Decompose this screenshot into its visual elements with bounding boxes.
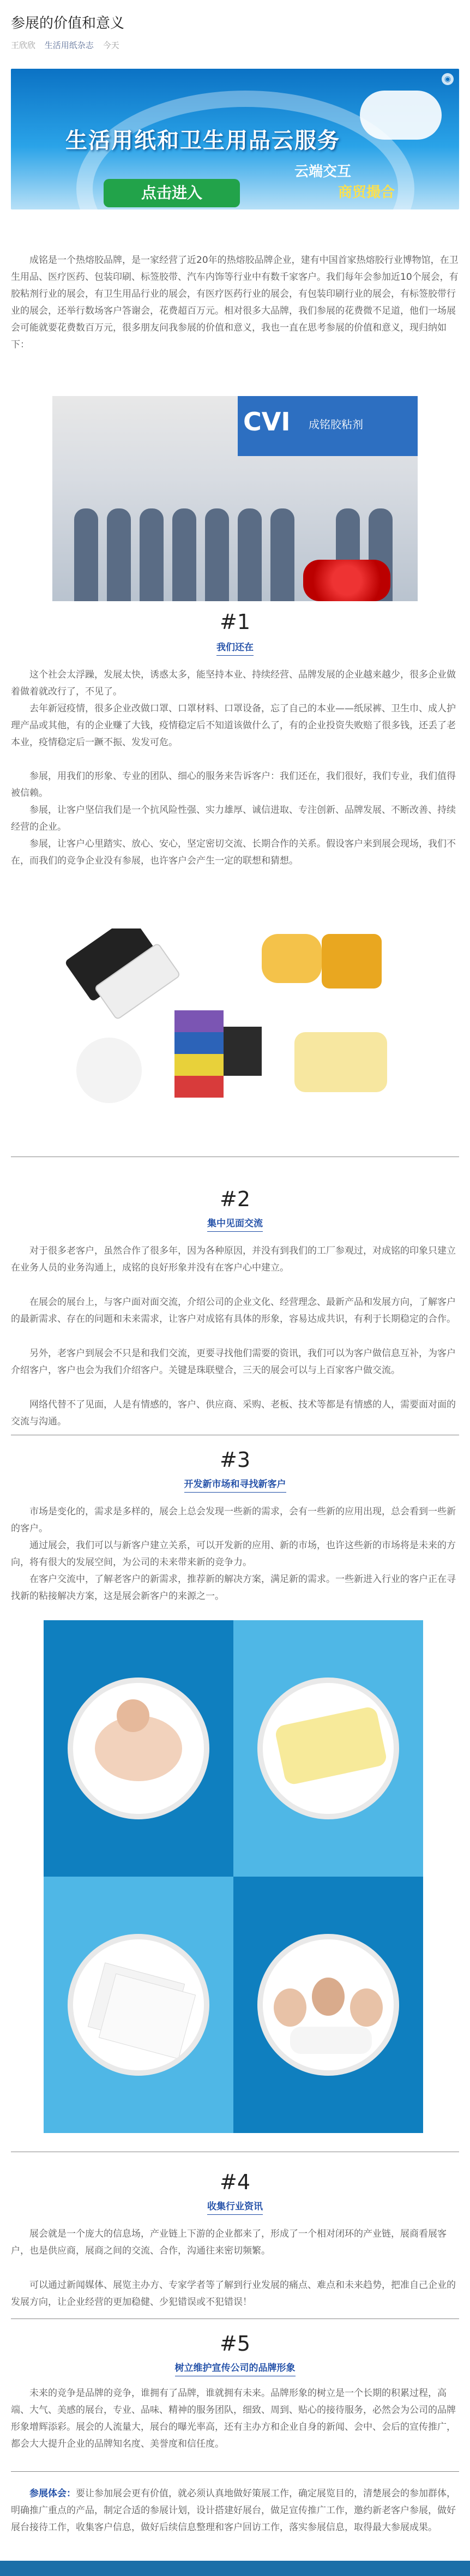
section-heading: 我们还在 [0,639,470,653]
section-number: #5 [219,2332,251,2356]
section2-paragraph: 另外，老客户到展会不只是和我们交流，更要寻找他们需要的资讯，我们可以为客户做信息互补，为客户介绍客户，客户也会为我们介绍客户。关键是珠联璧合，三天的展会可以与上百家客户做交流。 [11,1348,456,1376]
section2-paragraph: 在展会的展台上，与客户面对面交流，介绍公司的企业文化、经营理念、最新产品和发展方向，了解客户的最新需求、存在的问题和未来需求，让客户对成铭有具体的形象，容易达成共识，有利于长期稳定的合作。 [11,1297,456,1325]
amber-glue-jar [322,934,382,989]
camera-icon[interactable]: ◉ [442,73,454,85]
color-block-stack [224,1027,262,1076]
staff-figure [205,508,229,601]
glue-block-photo [257,1678,399,1819]
grid-tile-babies [233,1877,423,2133]
enter-button[interactable]: 点击进入 [104,179,240,207]
section3-paragraph: 通过展会，我们可以与新客户建立关系，可以开发新的应用、新的市场，也许这些新的市场将是未来的方向，将有很大的发展空间，为公司的未来带来新的竞争力。 [11,1540,456,1568]
grid-tile-glue [233,1620,423,1877]
author-name: 王欣欣 [11,40,36,50]
application-image-grid [44,1620,423,2133]
absorbent-pads-photo [68,1934,209,2076]
section1-paragraph: 参展，让客户心里踏实、放心、安心，坚定密切交流、长期合作的关系。假设客户来到展会现场，我们不在，而我们的竞争企业没有参展，也许客户会产生一定的联想和猜想。 [11,838,456,866]
publish-time: 今天 [103,40,119,50]
cloud-icon [360,91,442,140]
section5-paragraph: 未来的竞争是品牌的竞争，谁拥有了品牌，谁就拥有未来。品牌形象的树立是一个长期的积累过程，高端、大气、美感的展台，专业、品味、精神的服务团队，细致、周到、贴心的接待服务，必然会为公司的品牌形象增辉添彩。展会的人流量大，展台的曝光率高，还有主办方和企业自身的新闻、会中、会后的宣传推广，都会大大提升企业的品牌知名度、美誉度和信任度。 [11,2388,456,2449]
closing-label: 参展体会： [29,2488,76,2499]
grid-tile-baby [44,1620,233,1877]
section2-paragraph: 网络代替不了见面，人是有情感的，客户、供应商、采购、老板、技术等都是有情感的人，需要面对面的交流与沟通。 [11,1399,456,1427]
staff-figure [172,508,196,601]
article-title: 参展的价值和意义 [11,15,125,32]
section-heading: 集中见面交流 [0,1215,470,1229]
divider [11,2471,459,2472]
footer-bar [0,2561,470,2576]
staff-figure [270,508,294,601]
baby-photo [68,1678,209,1819]
hero-headline: 生活用纸和卫生用品云服务 [65,128,340,153]
booth-sign-sub: 成铭胶粘剂 [309,418,363,431]
hero-sub2: 商贸撮合 [338,184,395,201]
section1-paragraph: 这个社会太浮躁，发展太快，诱惑太多，能坚持本业、持续经营、品牌发展的企业越来越少，很多企业做着做着就改行了，不见了。 [11,669,456,697]
section4-paragraph: 可以通过新闻媒体、展览主办方、专家学者等了解到行业发展的痛点、难点和未来趋势，把准自己企业的发展方向，让企业经营的更加稳健、少犯错误或不犯错误！ [11,2280,456,2308]
hero-banner[interactable] [11,69,459,209]
flower-bouquet [303,560,390,601]
color-block-stack [174,1010,224,1032]
section3-paragraph: 在客户交流中，了解老客户的新需求，推荐新的解决方案，满足新的需求。一些新进入行业的客户正在寻找新的粘接解决方案，这是展会新客户的来源之一。 [11,1574,456,1602]
staff-figure [74,508,98,601]
closing-paragraph [11,2485,459,2536]
section2-paragraph: 对于很多老客户，虽然合作了很多年，因为各种原因，并没有到我们的工厂参观过，对成铭的印象只建立在业务人员的业务沟通上，成铭的良好形象并没有在客户心中建立。 [11,1245,456,1273]
staff-figure [140,508,164,601]
section-heading: 树立维护宣传公司的品牌形象 [0,2360,470,2374]
section-number: #1 [219,610,251,634]
section1-paragraph: 参展，用我们的形象、专业的团队、细心的服务来告诉客户：我们还在，我们很好，我们专业，我们值得被信赖。 [11,771,456,799]
closing-text: 要让参加展会更有价值，就必须认真地做好策展工作，确定展览目的，清楚展会的参加群体，明确推广重点的产品，制定合适的参展计划，设计搭建好展台，做足宣传推广工作，邀约新老客户参展，做好展台接待工作，收集客户信息，做好后续信息整理和客户回访工作，落实参展信息，取得最大参展成果。 [11,2488,456,2533]
section-heading: 收集行业资讯 [0,2198,470,2212]
amber-glue-jar [262,934,322,983]
article-meta [11,39,119,51]
section-number: #3 [219,1448,251,1472]
yellow-glue-blocks [294,1032,387,1092]
staff-figure [107,508,131,601]
exhibition-booth-photo [52,396,418,601]
booth-logo: CVI [243,407,291,436]
babies-group-photo [257,1934,399,2076]
section1-paragraph: 参展，让客户坚信我们是一个抗风险性强、实力雄厚、诚信进取、专注创新、品牌发展、不断改善、持续经营的企业。 [11,805,456,832]
white-granules [76,1038,142,1103]
grid-tile-pads [44,1877,233,2133]
section-number: #4 [219,2170,251,2194]
section4-paragraph: 展会就是一个庞大的信息场，产业链上下游的企业都来了，形成了一个相对闭环的产业链，展商看展客户，也是供应商，展商之间的交流、合作，沟通往来密切频繁。 [11,2228,447,2256]
section1-paragraph: 去年新冠疫情，很多企业改做口罩、口罩材料、口罩设备，忘了自己的本业——纸尿裤、卫生巾、成人护理产品或其他，有的企业赚了大钱，疫情稳定后不知道该做什么了，有的企业投资失败赔了很多钱，还丢了老本业，疫情稳定后一蹶不振、发发可危。 [11,703,456,748]
section-heading: 开发新市场和寻找新客户 [0,1476,470,1490]
color-block-stack [174,1076,224,1098]
account-link[interactable]: 生活用纸杂志 [44,40,94,50]
hotmelt-products-image [65,928,403,1125]
section3-paragraph: 市场是变化的，需求是多样的，展会上总会发现一些新的需求，会有一些新的应用出现，总会看到一些新的客户。 [11,1506,456,1534]
hero-sub1: 云端交互 [294,164,352,180]
color-block-stack [174,1054,224,1076]
section-number: #2 [219,1187,251,1211]
color-block-stack [174,1032,224,1054]
intro-paragraph: 成铭是一个热熔胶品牌，是一家经营了近20年的热熔胶品牌企业，建有中国首家热熔胶行业博物馆，在卫生用品、医疗医药、包装印刷、标签胶带、汽车内饰等行业中有数千家客户。我们每年会参加近10个展会，有胶粘剂行业的展会，有卫生用品行业的展会，有医疗医药行业的展会，有包装印刷行业的展会，有标签胶带行业的展会，还举行数场客户答谢会，花费超百万元。相对很多大品牌，我们参展的花费微不足道，他们一场展会可能就要花费数百万元，很多朋友问我参展的价值和意义，我也一直在思考参展的价值和意义，现归纳如下： [11,255,459,350]
staff-figure [238,508,262,601]
